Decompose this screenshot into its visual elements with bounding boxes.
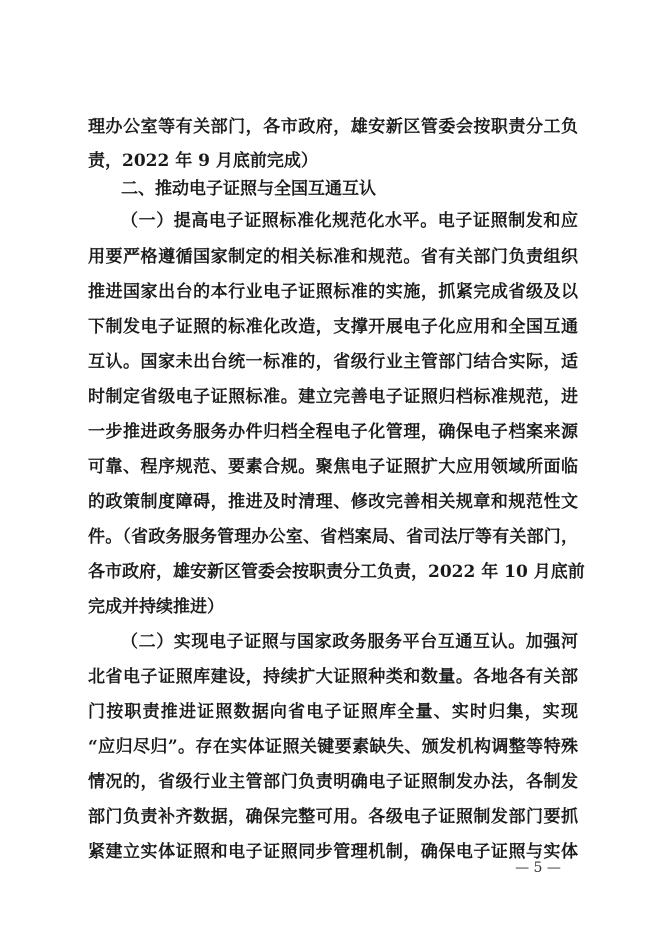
body-text-line: 理办公室等有关部门，各市政府，雄安新区管委会按职责分工负 — [88, 117, 578, 137]
body-text-line: 北省电子证照库建设，持续扩大证照种类和数量。各地各有关部 — [88, 667, 578, 687]
body-text-line: 责，2022 年 9 月底前完成） — [88, 151, 318, 171]
body-text-line: 下制发电子证照的标准化改造，支撑开展电子化应用和全国互通 — [88, 317, 578, 337]
body-text-line: 时制定省级电子证照标准。建立完善电子证照归档标准规范，进 — [88, 387, 578, 407]
body-text-line: 完成并持续推进） — [88, 597, 224, 617]
body-text-line: 部门负责补齐数据，确保完整可用。各级电子证照制发部门要抓 — [88, 807, 578, 827]
body-text-line: 紧建立实体证照和电子证照同步管理机制，确保电子证照与实体 — [88, 842, 578, 862]
body-text-line: 各市政府，雄安新区管委会按职责分工负责，2022 年 10 月底前 — [88, 562, 585, 582]
body-text-line: 的政策制度障碍，推进及时清理、修改完善相关规章和规范性文 — [88, 492, 578, 512]
body-text-line: 用要严格遵循国家制定的相关标准和规范。省有关部门负责组织 — [88, 247, 578, 267]
body-text-line: 门按职责推进证照数据向省电子证照库全量、实时归集，实现 — [88, 702, 578, 722]
body-text-line: 推进国家出台的本行业电子证照标准的实施，抓紧完成省级及以 — [88, 282, 578, 302]
body-text-line: （一）提高电子证照标准化规范化水平。电子证照制发和应 — [121, 211, 578, 231]
body-text-line: 件。（省政务服务管理办公室、省档案局、省司法厅等有关部门， — [88, 527, 578, 547]
section-heading: 二、推动电子证照与全国互通互认 — [121, 179, 376, 199]
body-text-line: 互认。国家未出台统一标准的，省级行业主管部门结合实际，适 — [88, 352, 578, 372]
body-text-line: （二）实现电子证照与国家政务服务平台互通互认。加强河 — [121, 632, 578, 652]
body-text-line: 可靠、程序规范、要素合规。聚焦电子证照扩大应用领域所面临 — [88, 457, 578, 477]
body-text-line: “应归尽归”。存在实体证照关键要素缺失、颁发机构调整等特殊 — [88, 737, 578, 757]
page-number: — 5 — — [515, 860, 561, 876]
body-text-line: 一步推进政务服务办件归档全程电子化管理，确保电子档案来源 — [88, 422, 578, 442]
body-text-line: 情况的，省级行业主管部门负责明确电子证照制发办法，各制发 — [88, 772, 578, 792]
